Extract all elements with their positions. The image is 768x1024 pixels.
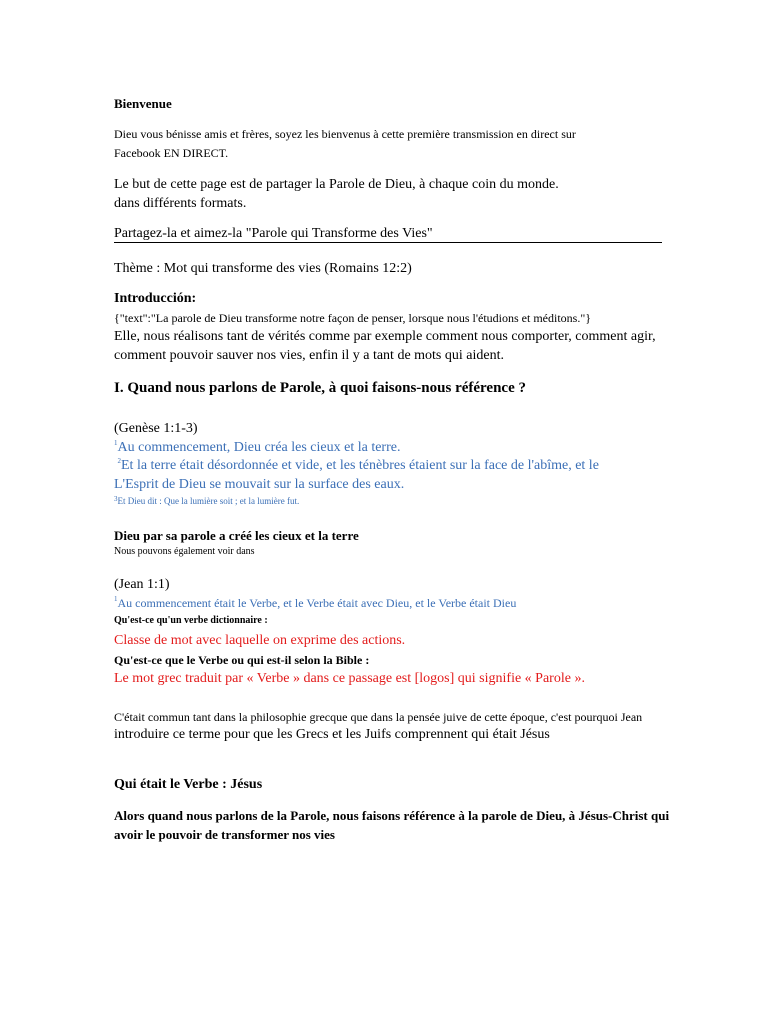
intro-title: Introducción: [114, 291, 197, 306]
context-line-1: C'était commun tant dans la philosophie grecque que dans la pensée juive de cette époque, c'est pourquoi Jean [114, 710, 643, 724]
verse-text: Au commencement, Dieu créa les cieux et la terre. [117, 440, 401, 455]
genesis-verse-1 [114, 441, 400, 455]
answer-verb-definition: Classe de mot avec laquelle on exprime des actions. [114, 633, 406, 648]
answer-verb-bible: Le mot grec traduit par « Verbe » dans ce passage est [logos] qui signifie « Parole ». [114, 671, 585, 686]
verse-number: 1 [114, 595, 118, 603]
divider [114, 242, 662, 243]
genesis-reference: (Genèse 1:1-3) [114, 421, 198, 436]
verse-text: Au commencement était le Verbe, et le Verbe était avec Dieu, et le Verbe était Dieu [117, 596, 517, 610]
genesis-verse-2-cont: L'Esprit de Dieu se mouvait sur la surface des eaux. [114, 477, 405, 492]
conclusion-line-1: Alors quand nous parlons de la Parole, nous faisons référence à la parole de Dieu, à Jésus-Christ qui [114, 808, 670, 823]
genesis-verse-2 [114, 459, 599, 473]
verse-number: 2 [117, 457, 121, 465]
welcome-line-1: Dieu vous bénisse amis et frères, soyez les bienvenus à cette première transmission en direct sur [114, 127, 576, 141]
verse-number: 1 [114, 439, 118, 447]
question-verb-definition: Qu'est-ce qu'un verbe dictionnaire : [114, 615, 268, 626]
creation-title: Dieu par sa parole a créé les cieux et la terre [114, 528, 359, 543]
verse-number: 3 [114, 495, 118, 503]
theme-line: Thème : Mot qui transforme des vies (Romains 12:2) [114, 261, 412, 276]
genesis-verse-3 [114, 497, 299, 506]
intro-line-3: comment pouvoir sauver nos vies, enfin il y a tant de mots qui aident. [114, 348, 504, 363]
intro-quote-line: {"text":"La parole de Dieu transforme notre façon de penser, lorsque nous l'étudions et méditons."} [114, 311, 591, 325]
verse-text: Et Dieu dit : Que la lumière soit ; et la lumière fut. [117, 496, 300, 506]
context-line-2: introduire ce terme pour que les Grecs et les Juifs comprennent qui était Jésus [114, 727, 550, 742]
purpose-line-1: Le but de cette page est de partager la Parole de Dieu, à chaque coin du monde. [114, 177, 559, 192]
john-verse-1 [114, 597, 516, 609]
creation-subtitle: Nous pouvons également voir dans [114, 546, 255, 557]
verse-text: Et la terre était désordonnée et vide, et les ténèbres étaient sur la face de l'abîme, et le [121, 458, 599, 473]
intro-line-2: Elle, nous réalisons tant de vérités comme par exemple comment nous comporter, comment agir, [114, 329, 656, 344]
john-reference: (Jean 1:1) [114, 577, 170, 592]
section-1-title: I. Quand nous parlons de Parole, à quoi faisons-nous référence ? [114, 380, 526, 396]
share-line: Partagez-la et aimez-la "Parole qui Transforme des Vies" [114, 226, 433, 241]
welcome-title: Bienvenue [114, 96, 172, 111]
purpose-line-2: dans différents formats. [114, 196, 247, 211]
question-verb-bible: Qu'est-ce que le Verbe ou qui est-il selon la Bible : [114, 653, 370, 667]
verb-title: Qui était le Verbe : Jésus [114, 777, 263, 792]
welcome-line-2: Facebook EN DIRECT. [114, 146, 229, 160]
conclusion-line-2: avoir le pouvoir de transformer nos vies [114, 827, 335, 842]
